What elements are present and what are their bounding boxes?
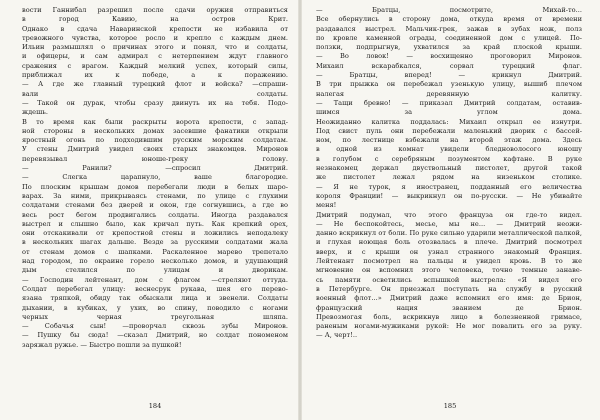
left-page-text	[22, 6, 288, 350]
text-line: Ильин размышлял о причинах этого и понял, что и солдаты,	[22, 43, 288, 52]
text-line: сь памяти осветились вспышкой выстрела: «Я видел его	[316, 275, 582, 284]
text-line: французский нация званием де Брион.	[316, 303, 582, 312]
text-line: язана тряпкой, обиду так обыскали лица и звенели. Солдаты	[22, 294, 288, 303]
text-line: ждешь.	[22, 108, 48, 117]
text-line: над городом, по окраине горело несколько домов, и удушающий	[22, 257, 288, 266]
text-line: заряжал ружье. — Быстро пошли за пушкой!	[22, 340, 182, 349]
text-line: Под свист пуль они перебежали маленький дворик с бассей-	[316, 126, 582, 135]
text-line: в голубом с серебряным позументом кафтане. В руке	[316, 154, 582, 163]
text-line: короля Франции! — выкрикнул он по-русски. — Не убивайте	[316, 191, 582, 200]
text-line: выстрел и слышно было, как кричал путь. Как крепкий орех,	[22, 219, 288, 228]
text-line: по кровле каменной ограды, соединенной дом с улицей. По-	[316, 33, 582, 42]
text-line: Все обернулись в сторону дома, откуда время от времени	[316, 15, 582, 24]
text-line: от стенам домов с шапками. Раскаленное марево трепетало	[22, 247, 288, 256]
text-line: и глухая ноющая боль отозвалась в плече. Дмитрий посмотрел	[316, 238, 582, 247]
text-line: же пистолет лежал рядом на низеньком столике.	[316, 173, 582, 182]
text-line: и офицеры, и сам адмирал с нетерпением ждут главного	[22, 52, 288, 61]
text-line: данно вскрикнул от боли. По руке сильно ударили металлической палкой,	[316, 229, 582, 238]
text-line: сражения с врагом. Каждый мелкий успех, который силы,	[22, 61, 288, 70]
text-line: дым стелился по улицам и дворикам.	[22, 266, 288, 275]
text-line: налегая деревянную калитку.	[316, 89, 582, 98]
right-page-number: 185	[443, 402, 457, 410]
text-line: — Тащи бревно! — приказал Дмитрий солдатам, оставив-	[316, 98, 582, 107]
text-line: Однако в сдача Наваринской крепости не избавила от	[22, 24, 288, 33]
text-line: ползки, подпрыгнув, ухватился за край плоской крыши.	[316, 43, 582, 52]
text-line: мгновение он вспомнил этого человека, точно темные занаве-	[316, 266, 582, 275]
text-line: — Господин лейтенант, дом с флагом —стреляют оттуда.	[22, 275, 288, 284]
text-line: в город Кавию, на остров Крит.	[22, 15, 288, 24]
text-line: — Ранили? —спросил Дмитрий.	[22, 164, 288, 173]
text-line: солдатами стенами без дверей и окон, где согнувшись, а где во	[22, 201, 288, 210]
text-line: ном, по лестнице взбежали на второй этаж дома. Здесь	[316, 136, 582, 145]
text-line: перевязывал юноше-греку голову.	[22, 154, 288, 163]
text-line: Неожиданно калитка поддалась: Михаил открыл ее изнутри.	[316, 117, 582, 126]
text-line: черных черная треугольная шляпа.	[22, 312, 288, 321]
text-line: вости Ганнибал разрешил после сдачи оружия отправиться	[22, 6, 288, 14]
text-line: раздавался выстрел. Мальчик-грек, зажав в зубах нож, полз	[316, 24, 582, 33]
text-line: вали солдаты.	[22, 89, 288, 98]
text-line: шимся за углом дома.	[316, 108, 582, 117]
text-line: — Во ловок! — восхищенно проговорил Миронов.	[316, 52, 582, 61]
text-line: варах. За ними, прикрываясь стенами, по улице с глухими	[22, 191, 288, 200]
text-line: вверх, и с крыши он узнал странного знакомый Франция.	[316, 247, 582, 256]
text-line: — Пушку бы сюда! —сказал Дмитрий, но солдат пономеном	[22, 331, 288, 340]
right-page-text	[316, 6, 582, 341]
text-line: раненым ногами-мужиками рукой: Не мог повалить его за руку.	[316, 322, 582, 331]
text-line: — А, черт!..	[316, 331, 358, 340]
text-line: тревожного чувства, которое росло и крепло с каждым днем.	[22, 33, 288, 42]
text-line: ной стороны в нескольких домах засевшие фанатики открыли	[22, 126, 288, 135]
text-line: в Петербурге. Он приезжал поступать на службу в русский	[316, 284, 582, 293]
text-line: Лейтенант посмотрел на пальцы и увидел кровь. В то же	[316, 257, 582, 266]
text-line: весь рост бегом продвигались солдаты. Иногда раздавался	[22, 210, 288, 219]
text-line: Михаил вскарабкался, сорвал турецкий флаг.	[316, 61, 582, 70]
text-line: — Собачья сын! —проворчал сквозь зубы Миронов.	[22, 322, 288, 331]
text-line: военный флот...» Дмитрий даже вспомнил его имя: де Брион,	[316, 294, 582, 303]
text-line: — Братцы, посмотрите, Михай-то...	[316, 6, 582, 14]
text-line: У стены Дмитрий увидел своих старых знакомцев. Миронов	[22, 145, 288, 154]
text-line: В то время как были раскрыты ворота крепости, с запад-	[22, 117, 288, 126]
text-line: Дмитрий подумал, что этого француза он где-то видел.	[316, 210, 582, 219]
text-line: По плоским крышам домов перебегали люди в белых шаро-	[22, 182, 288, 191]
right-page	[300, 0, 600, 420]
text-line: незнакомец держал двуствольный пистолет, другой такой	[316, 164, 582, 173]
text-line: — А где же главный турецкий флот и войска? —спраши-	[22, 80, 288, 89]
text-line: — Слегка царапнуло, ваше благородие.	[22, 173, 288, 182]
text-line: приближал их к победе, а к поражению.	[22, 71, 288, 80]
text-line: В три прыжка он перебежал узенькую улицу, вышиб плечом	[316, 80, 582, 89]
text-line: в одной из комнат увидели бледноволосого юношу	[316, 145, 582, 154]
text-line: в нескольких шагах дальше. Везде за русскими солдатами жала	[22, 238, 288, 247]
text-line: — Такой он дурак, чтобы сразу двинуть их на тебя. Подо-	[22, 98, 288, 107]
text-line: Солдат перебегал улицу: веснесрук рукава, шея его перево-	[22, 284, 288, 293]
text-line: яростный огонь по подходившим русским морским солдатам.	[22, 136, 288, 145]
text-line: — Братцы, вперед! — крикнул Дмитрий.	[316, 71, 582, 80]
text-line: меня!	[316, 201, 337, 210]
text-line: Превозмогая боль, вскрикнув лицо в болезненной гримасе,	[316, 312, 582, 321]
text-line: дыхании, в кубиках, у ухих, во спину, поводило с ногами	[22, 303, 288, 312]
left-page-number: 184	[148, 402, 162, 410]
text-line: — Я не турок, я иностранец, подданный его величества	[316, 182, 582, 191]
text-line: они отскакивали от крепостной стены и ложились неподалеку	[22, 229, 288, 238]
text-line: — Не беспокойтесь, месье, мы не... — Дмитрий неожи-	[316, 219, 582, 228]
